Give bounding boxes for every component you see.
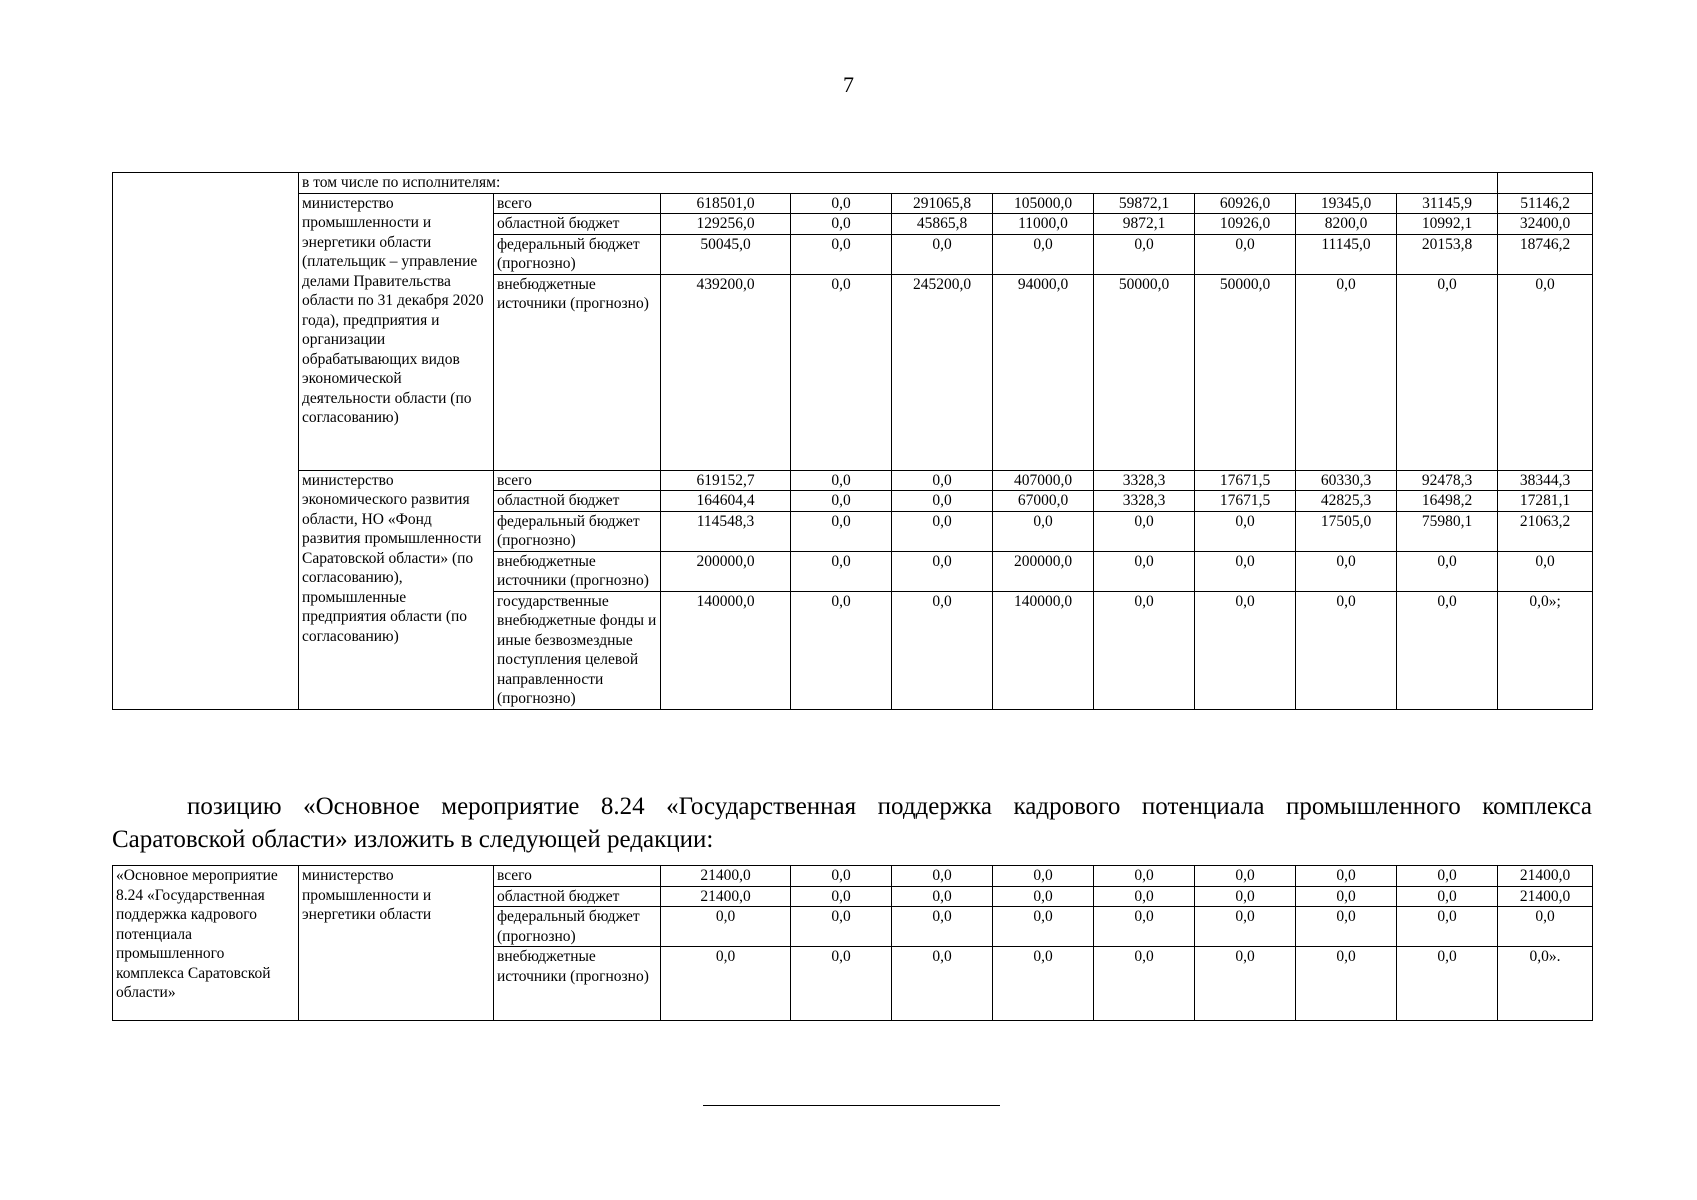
value-cell: 0,0 <box>1094 591 1195 709</box>
value-cell: 3328,3 <box>1094 491 1195 512</box>
value-cell: 31145,9 <box>1397 193 1498 214</box>
value-cell: 0,0 <box>791 866 892 887</box>
value-cell: 21400,0 <box>661 886 791 907</box>
value-cell: 60330,3 <box>1296 470 1397 491</box>
value-cell: 0,0 <box>1397 907 1498 947</box>
value-cell: 0,0 <box>1397 591 1498 709</box>
event-cell-empty <box>113 173 299 710</box>
value-cell: 0,0 <box>1296 274 1397 470</box>
value-cell: 0,0 <box>892 470 993 491</box>
value-cell: 17671,5 <box>1195 470 1296 491</box>
value-cell: 21400,0 <box>661 866 791 887</box>
value-cell: 0,0 <box>1498 274 1593 470</box>
section-header-row <box>113 173 1593 194</box>
value-cell: 45865,8 <box>892 214 993 235</box>
value-cell: 0,0 <box>791 551 892 591</box>
value-cell: 0,0 <box>791 470 892 491</box>
value-cell: 291065,8 <box>892 193 993 214</box>
value-cell: 0,0 <box>1296 551 1397 591</box>
value-cell: 67000,0 <box>993 491 1094 512</box>
value-cell: 164604,4 <box>661 491 791 512</box>
value-cell: 0,0 <box>791 274 892 470</box>
value-cell: 8200,0 <box>1296 214 1397 235</box>
value-cell: 105000,0 <box>993 193 1094 214</box>
amendment-paragraph: позицию «Основное мероприятие 8.24 «Государственная поддержка кадрового потенциала промышленного комплекса Саратовской области» изложить в следующей редакции: <box>112 793 1592 853</box>
value-cell: 0,0»; <box>1498 591 1593 709</box>
value-cell: 50045,0 <box>661 234 791 274</box>
empty-cell <box>1498 173 1593 194</box>
source-cell: внебюджетные источники (прогнозно) <box>494 947 661 1021</box>
value-cell: 0,0 <box>892 511 993 551</box>
value-cell: 59872,1 <box>1094 193 1195 214</box>
value-cell: 32400,0 <box>1498 214 1593 235</box>
value-cell: 0,0 <box>1094 947 1195 1021</box>
value-cell: 10926,0 <box>1195 214 1296 235</box>
value-cell: 140000,0 <box>661 591 791 709</box>
value-cell: 0,0 <box>791 491 892 512</box>
value-cell: 0,0 <box>1296 947 1397 1021</box>
value-cell: 0,0 <box>1094 866 1195 887</box>
value-cell: 0,0 <box>1195 947 1296 1021</box>
footer-divider <box>703 1105 1000 1106</box>
value-cell: 0,0 <box>1296 866 1397 887</box>
value-cell: 200000,0 <box>993 551 1094 591</box>
value-cell: 11145,0 <box>1296 234 1397 274</box>
value-cell: 114548,3 <box>661 511 791 551</box>
value-cell: 0,0 <box>993 907 1094 947</box>
value-cell: 0,0 <box>993 866 1094 887</box>
value-cell: 0,0 <box>892 947 993 1021</box>
value-cell: 0,0 <box>1195 886 1296 907</box>
value-cell: 0,0 <box>661 907 791 947</box>
value-cell: 0,0 <box>1195 551 1296 591</box>
value-cell: 9872,1 <box>1094 214 1195 235</box>
value-cell: 0,0 <box>1397 947 1498 1021</box>
value-cell: 0,0 <box>791 214 892 235</box>
value-cell: 17671,5 <box>1195 491 1296 512</box>
table-row <box>113 470 1593 491</box>
value-cell: 50000,0 <box>1195 274 1296 470</box>
funding-table-event-8-24 <box>112 865 1593 1021</box>
value-cell: 18746,2 <box>1498 234 1593 274</box>
source-cell: всего <box>494 193 661 214</box>
value-cell: 0,0 <box>1397 866 1498 887</box>
source-cell: внебюджетные источники (прогнозно) <box>494 274 661 470</box>
value-cell: 619152,7 <box>661 470 791 491</box>
value-cell: 0,0 <box>1397 274 1498 470</box>
table-row <box>113 866 1593 887</box>
value-cell: 17505,0 <box>1296 511 1397 551</box>
executor-cell: министерство промышленности и энергетики области <box>299 866 494 1021</box>
value-cell: 42825,3 <box>1296 491 1397 512</box>
value-cell: 0,0 <box>1094 551 1195 591</box>
value-cell: 51146,2 <box>1498 193 1593 214</box>
value-cell: 0,0 <box>993 511 1094 551</box>
source-cell: областной бюджет <box>494 886 661 907</box>
source-cell: областной бюджет <box>494 491 661 512</box>
value-cell: 0,0 <box>993 886 1094 907</box>
value-cell: 0,0 <box>1094 886 1195 907</box>
value-cell: 618501,0 <box>661 193 791 214</box>
value-cell: 129256,0 <box>661 214 791 235</box>
funding-table-executors <box>112 172 1593 710</box>
value-cell: 0,0 <box>1195 591 1296 709</box>
value-cell: 0,0 <box>791 886 892 907</box>
source-cell: всего <box>494 470 661 491</box>
value-cell: 38344,3 <box>1498 470 1593 491</box>
value-cell: 0,0 <box>791 907 892 947</box>
value-cell: 0,0 <box>661 947 791 1021</box>
value-cell: 0,0 <box>892 907 993 947</box>
value-cell: 21400,0 <box>1498 886 1593 907</box>
value-cell: 60926,0 <box>1195 193 1296 214</box>
value-cell: 20153,8 <box>1397 234 1498 274</box>
source-cell: федеральный бюджет (прогнозно) <box>494 907 661 947</box>
value-cell: 0,0 <box>1094 511 1195 551</box>
value-cell: 0,0 <box>1397 551 1498 591</box>
value-cell: 407000,0 <box>993 470 1094 491</box>
source-cell: государственные внебюджетные фонды и иные безвозмездные поступления целевой направленности (прогнозно) <box>494 591 661 709</box>
executor-cell: министерство промышленности и энергетики области (плательщик – управление делами Правительства области по 31 декабря 2020 года), предприятия и организации обрабатывающих видов экономической деятельности области (по согласованию) <box>299 193 494 470</box>
table-row <box>113 193 1593 214</box>
value-cell: 0,0 <box>1094 907 1195 947</box>
value-cell: 0,0 <box>892 551 993 591</box>
value-cell: 0,0 <box>892 886 993 907</box>
value-cell: 0,0 <box>892 234 993 274</box>
value-cell: 50000,0 <box>1094 274 1195 470</box>
value-cell: 0,0 <box>1195 866 1296 887</box>
value-cell: 0,0 <box>1195 234 1296 274</box>
source-cell: внебюджетные источники (прогнозно) <box>494 551 661 591</box>
value-cell: 0,0 <box>1296 907 1397 947</box>
value-cell: 19345,0 <box>1296 193 1397 214</box>
value-cell: 200000,0 <box>661 551 791 591</box>
value-cell: 21063,2 <box>1498 511 1593 551</box>
executor-cell: министерство экономического развития области, НО «Фонд развития промышленности Саратовской области» (по согласованию), промышленные предприятия области (по согласованию) <box>299 470 494 709</box>
value-cell: 439200,0 <box>661 274 791 470</box>
value-cell: 0,0 <box>892 866 993 887</box>
page-number: 7 <box>843 72 854 97</box>
source-cell: федеральный бюджет (прогнозно) <box>494 234 661 274</box>
value-cell: 0,0 <box>1498 551 1593 591</box>
value-cell: 0,0 <box>1195 511 1296 551</box>
event-cell: «Основное мероприятие 8.24 «Государственная поддержка кадрового потенциала промышленного комплекса Саратовской области» <box>113 866 299 1021</box>
section-header: в том числе по исполнителям: <box>299 173 1498 194</box>
value-cell: 10992,1 <box>1397 214 1498 235</box>
value-cell: 0,0 <box>1397 886 1498 907</box>
value-cell: 94000,0 <box>993 274 1094 470</box>
value-cell: 16498,2 <box>1397 491 1498 512</box>
source-cell: федеральный бюджет (прогнозно) <box>494 511 661 551</box>
value-cell: 11000,0 <box>993 214 1094 235</box>
value-cell: 140000,0 <box>993 591 1094 709</box>
source-cell: областной бюджет <box>494 214 661 235</box>
value-cell: 0,0 <box>1498 907 1593 947</box>
value-cell: 75980,1 <box>1397 511 1498 551</box>
value-cell: 0,0 <box>1296 591 1397 709</box>
value-cell: 17281,1 <box>1498 491 1593 512</box>
value-cell: 0,0 <box>993 234 1094 274</box>
value-cell: 245200,0 <box>892 274 993 470</box>
value-cell: 0,0 <box>791 193 892 214</box>
source-cell: всего <box>494 866 661 887</box>
value-cell: 0,0 <box>791 591 892 709</box>
value-cell: 0,0 <box>791 234 892 274</box>
value-cell: 0,0 <box>791 947 892 1021</box>
value-cell: 21400,0 <box>1498 866 1593 887</box>
value-cell: 0,0 <box>1094 234 1195 274</box>
value-cell: 0,0 <box>791 511 892 551</box>
value-cell: 0,0 <box>1195 907 1296 947</box>
value-cell: 0,0 <box>892 491 993 512</box>
value-cell: 0,0 <box>993 947 1094 1021</box>
value-cell: 92478,3 <box>1397 470 1498 491</box>
value-cell: 3328,3 <box>1094 470 1195 491</box>
value-cell: 0,0 <box>1296 886 1397 907</box>
value-cell: 0,0 <box>892 591 993 709</box>
value-cell: 0,0». <box>1498 947 1593 1021</box>
